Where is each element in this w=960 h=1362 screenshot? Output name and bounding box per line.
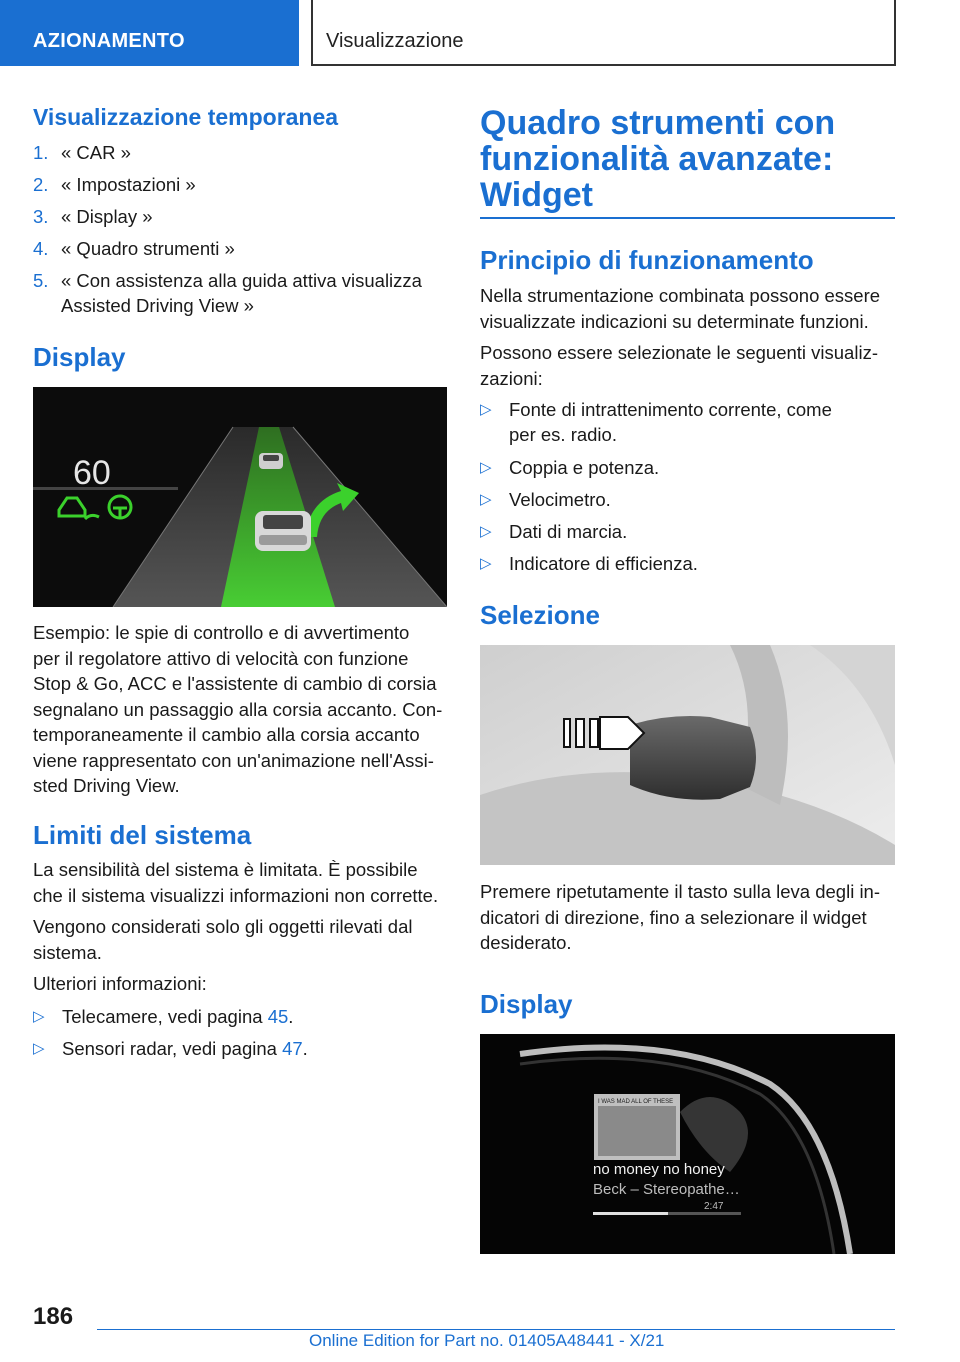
display-title-left: Display	[33, 342, 126, 372]
assisted-driving-illustration	[33, 387, 447, 607]
car-icon	[59, 498, 85, 516]
album-cover	[594, 1094, 680, 1160]
principle-paragraph-2: Possono essere selezionate le seguenti visualiz- zazioni:	[480, 342, 878, 389]
footer-rule	[97, 1329, 895, 1330]
step-item: 2. « Impostazioni »	[33, 174, 196, 195]
bullet-item: ▷ Fonte di intrattenimento corrente, come per es. radio.	[480, 399, 832, 445]
assisted-driving-view-image	[33, 387, 447, 607]
lever-illustration	[480, 645, 895, 865]
song-title: no money no honey	[593, 1161, 725, 1178]
principle-paragraph-1: Nella strumentazione combinata possono essere visualizzate indicazioni su determinate funzioni.	[480, 285, 881, 332]
ego-car	[255, 511, 311, 551]
svg-text:I WAS MAD ALL OF THESE: I WAS MAD ALL OF THESE	[598, 1099, 674, 1105]
step-item-continued: Assisted Driving View »	[61, 295, 254, 316]
edition-footer: Online Edition for Part no. 01405A48441 - X/21	[309, 1331, 665, 1350]
page-number: 186	[33, 1303, 74, 1330]
page-link-47[interactable]: 47	[282, 1038, 303, 1059]
entertainment-widget-image	[480, 1034, 895, 1254]
display-title-right: Display	[480, 989, 573, 1019]
bullet-icon: ▷	[33, 1008, 45, 1025]
temp-view-title: Visualizzazione temporanea	[33, 104, 339, 130]
speed-readout: 60	[73, 454, 111, 492]
turn-signal-lever-image	[480, 645, 895, 865]
section-header	[311, 0, 896, 66]
chapter-tab	[0, 0, 299, 66]
page-link-45[interactable]: 45	[267, 1006, 289, 1027]
bullet-icon: ▷	[480, 401, 492, 418]
bullet-icon: ▷	[480, 555, 492, 572]
chapter-label: AZIONAMENTO	[33, 30, 185, 52]
selection-title: Selezione	[480, 600, 600, 630]
limits-paragraph-3: Ulteriori informazioni:	[33, 973, 207, 994]
display-caption: Esempio: le spie di controllo e di avvertimento per il regolatore attivo di velocità con funzione Stop & Go, ACC e l'assistente di cambio di corsia segnalano un passaggio alla corsia accanto. Con- temporaneamente il cambio alla corsia accanto viene rappresentato con un'animazione nell'Assi- sted Driving View.	[33, 622, 443, 796]
track-progress	[593, 1212, 668, 1215]
section-label: Visualizzazione	[326, 30, 464, 52]
distance-icon	[85, 515, 99, 519]
bullet-icon: ▷	[33, 1040, 45, 1057]
bullet-icon: ▷	[480, 491, 492, 508]
limits-paragraph-2: Vengono considerati solo gli oggetti rilevati dal sistema.	[33, 916, 413, 963]
selection-paragraph: Premere ripetutamente il tasto sulla leva degli in- dicatori di direzione, fino a selezionare il widget desiderato.	[480, 881, 880, 953]
artist-title: Beck – Stereopathe…	[593, 1181, 740, 1198]
step-item: 3. « Display »	[33, 206, 153, 227]
lead-car	[259, 453, 283, 469]
bullet-icon: ▷	[480, 523, 492, 540]
step-item: 5. « Con assistenza alla guida attiva visualizza	[33, 270, 422, 291]
title-rule	[480, 217, 895, 219]
system-limits-title: Limiti del sistema	[33, 820, 252, 850]
step-item: 1. « CAR »	[33, 142, 131, 163]
bullet-icon: ▷	[480, 459, 492, 476]
limits-paragraph-1: La sensibilità del sistema è limitata. È possibile che il sistema visualizzi informazioni non corrette.	[33, 859, 439, 906]
track-time: 2:47	[704, 1201, 724, 1212]
principle-title: Principio di funzionamento	[480, 245, 814, 275]
widget-illustration	[480, 1034, 895, 1254]
step-item: 4. « Quadro strumenti »	[33, 238, 235, 259]
widget-chapter-title: Quadro strumenti con funzionalità avanzate: Widget	[480, 104, 836, 214]
